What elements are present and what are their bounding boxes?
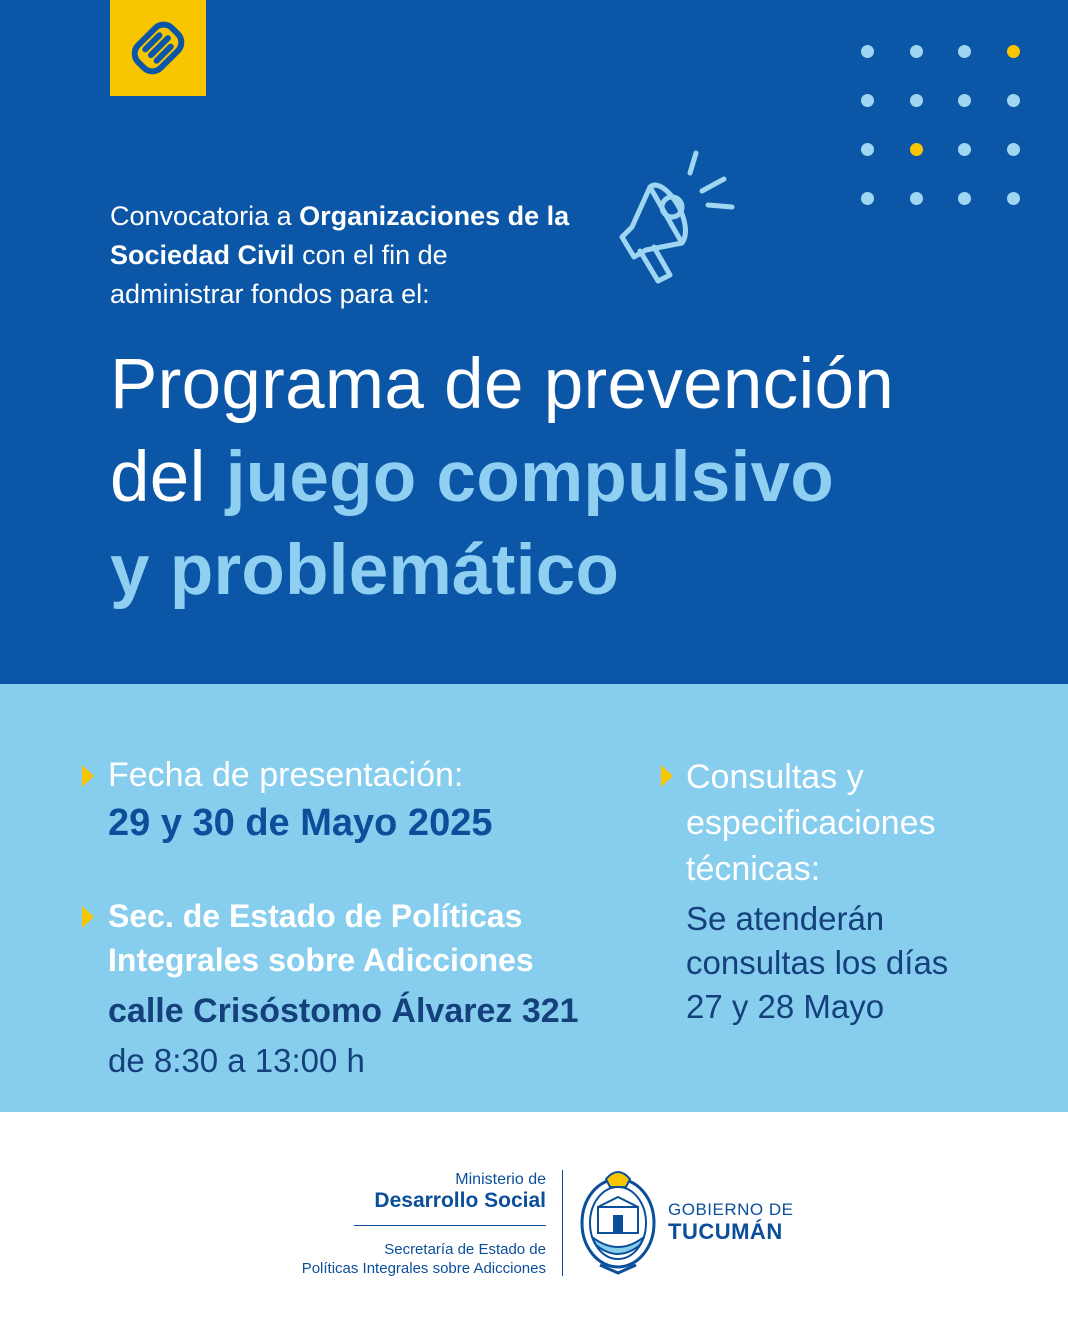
consultas-line: especificaciones xyxy=(686,804,936,842)
consultas-line: técnicas: xyxy=(686,850,821,888)
consultas-line: Consultas y xyxy=(686,758,864,796)
lugar-line: Sec. de Estado de Políticas xyxy=(108,898,523,934)
fecha-value: 29 y 30 de Mayo 2025 xyxy=(108,802,493,844)
footer-divider xyxy=(354,1225,546,1226)
dot xyxy=(910,192,923,205)
intro-part: Convocatoria a xyxy=(110,201,300,231)
fecha-label: Fecha de presentación: xyxy=(108,756,464,794)
atencion-line: consultas los días xyxy=(686,944,949,981)
footer-vertical-divider xyxy=(562,1170,563,1276)
secretaria-line: Políticas Integrales sobre Adicciones xyxy=(301,1260,546,1277)
title-highlight: y problemático xyxy=(110,531,620,610)
lugar-line: Integrales sobre Adicciones xyxy=(108,942,534,978)
ministerio-name: Desarrollo Social xyxy=(374,1189,546,1212)
handshake-icon xyxy=(110,0,206,96)
dot xyxy=(910,45,923,58)
title-part: del xyxy=(110,438,226,517)
dot xyxy=(1007,192,1020,205)
bullet-arrow-icon xyxy=(82,906,94,928)
horario: de 8:30 a 13:00 h xyxy=(108,1042,365,1079)
direccion: calle Crisóstomo Álvarez 321 xyxy=(108,992,579,1030)
dot xyxy=(861,45,874,58)
intro-bold: Organizaciones de la Sociedad Civil xyxy=(110,201,570,270)
bullet-arrow-icon xyxy=(82,765,94,787)
title-line xyxy=(110,431,1050,524)
tucuman-seal-icon xyxy=(578,1165,658,1277)
dot xyxy=(958,45,971,58)
dot xyxy=(910,94,923,107)
dot xyxy=(861,94,874,107)
gobierno-label: GOBIERNO DE xyxy=(668,1200,794,1219)
dot xyxy=(1007,45,1020,58)
dot xyxy=(958,143,971,156)
title-highlight: juego compulsivo xyxy=(225,438,835,517)
dot xyxy=(910,143,923,156)
dot xyxy=(861,143,874,156)
decorative-dots xyxy=(856,40,1028,212)
dot xyxy=(1007,143,1020,156)
intro-text xyxy=(110,197,580,314)
atencion-line: 27 y 28 Mayo xyxy=(686,988,885,1025)
ministerio-label: Ministerio de xyxy=(455,1171,546,1188)
intro-part: con el fin de administrar fondos para el: xyxy=(110,240,448,309)
atencion-line: Se atenderán xyxy=(686,900,885,937)
dot xyxy=(958,192,971,205)
dot xyxy=(861,192,874,205)
footer-section xyxy=(0,1112,1068,1335)
secretaria-line: Secretaría de Estado de xyxy=(384,1241,546,1258)
title-line: Programa de prevención xyxy=(110,345,895,424)
brand-logo xyxy=(110,0,206,96)
dot xyxy=(958,94,971,107)
gobierno-name: TUCUMÁN xyxy=(668,1219,783,1244)
details-section xyxy=(0,684,1068,1112)
page-title xyxy=(110,338,1050,617)
megaphone-icon xyxy=(600,145,745,290)
dot xyxy=(1007,94,1020,107)
bullet-arrow-icon xyxy=(661,765,673,787)
